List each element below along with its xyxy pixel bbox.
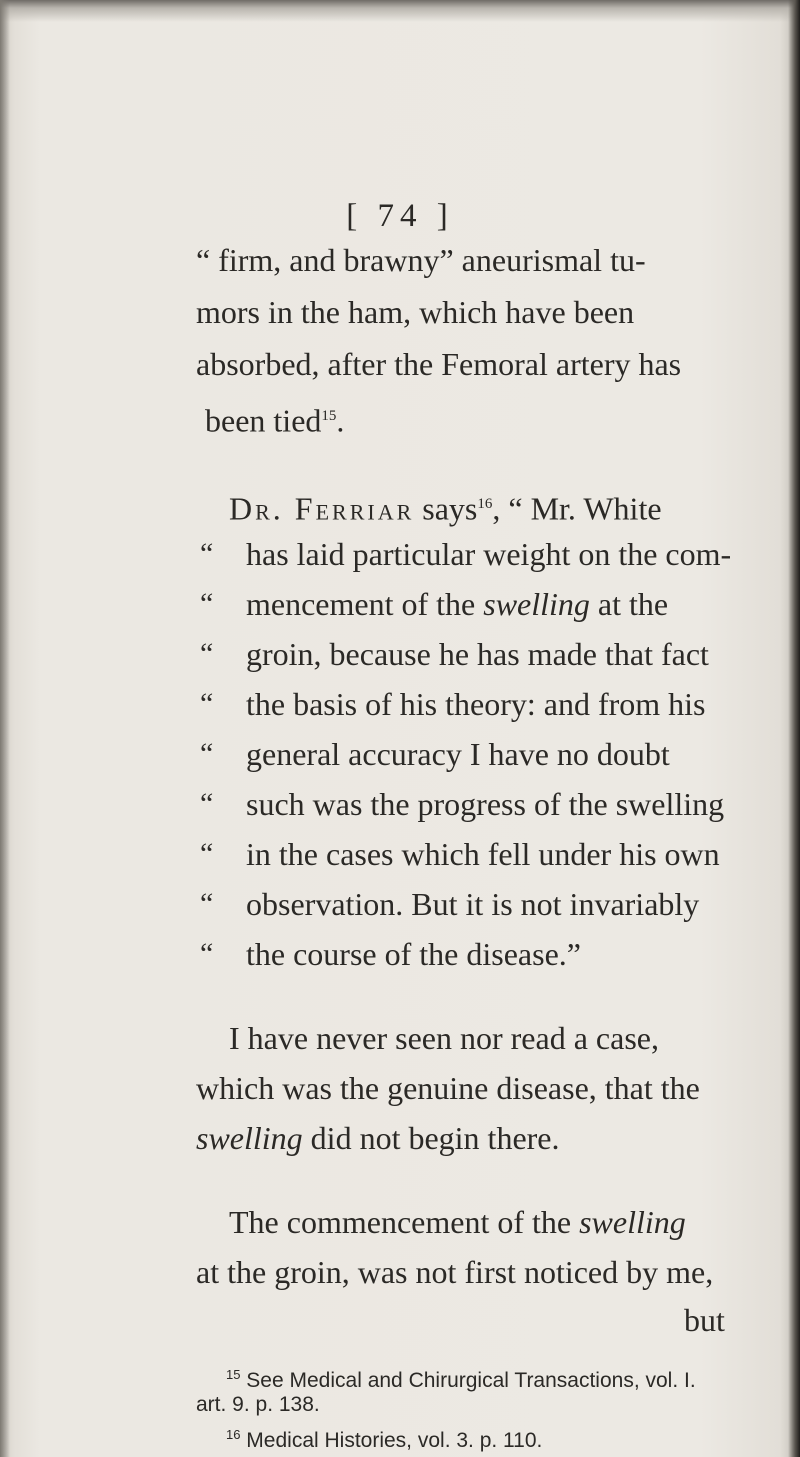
footnote-ref: 15 [321, 408, 337, 424]
page-top-edge [0, 0, 800, 22]
footnote-ref: 16 [477, 496, 493, 512]
author-name: Dr. Ferriar [229, 490, 415, 527]
book-page: [ 74 ] “ firm, and brawny” aneurismal tu- mors in the ham, which have been absorbed, after the Femoral artery has been tied$^{15}$. Dr. Ferriar says$^{16}$, “ Mr. White “ has laid particular weight on the com- “ mencement of the swelling at the “ groin, because he has made that fact “ the basis of his theory: and from his “ general accuracy I have no doubt “ such was the progress of the swelling “ in the cases which fell under his own “ observation. But it is not invariably “ the course of the disease.” I have never seen nor read a case, which was the genuine disease, that the swelling did not begin there. The commencement of the swelling at the groin, was not first noticed by me, but $^{15}$ See Medical and Chirurgical Transactions, vol. I. art. 9. p. 138. $^{16}$ Medical Histories, vol. 3. p. 110. [0, 0, 800, 1457]
page-number: [ 74 ] [346, 198, 454, 234]
